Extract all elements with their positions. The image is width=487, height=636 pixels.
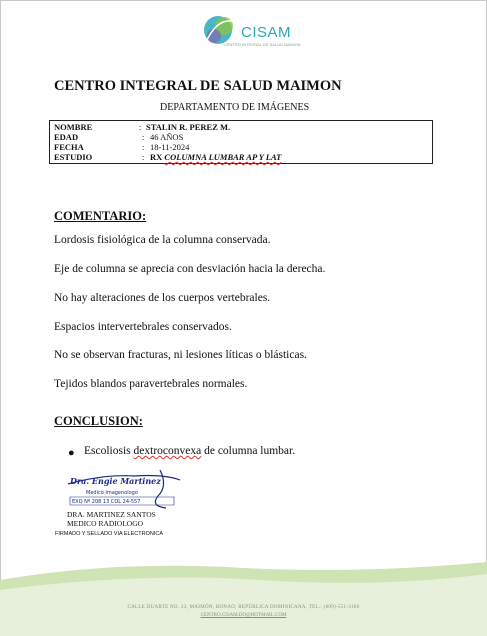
field-sep: : <box>142 142 145 152</box>
signer-role: MEDICO RADIOLOGO <box>67 519 144 528</box>
logo-tagline: CENTRO INTEGRAL DE SALUD MAIMON <box>224 42 301 47</box>
comentario-heading: COMENTARIO: <box>54 209 147 223</box>
comment-line: Espacios intervertebrales conservados. <box>54 321 232 333</box>
field-value-nombre: STALIN R. PEREZ M. <box>146 122 231 132</box>
field-sep: : <box>142 132 145 142</box>
conclusion-item <box>84 445 295 457</box>
comment-line: Lordosis fisiológica de la columna conservada. <box>54 234 271 246</box>
footer-wave <box>0 560 487 636</box>
signature-stamp <box>64 466 184 512</box>
stamp-title: Medico Imagenologo <box>86 490 138 496</box>
stamp-name: Dra. Engie Martinez <box>70 476 161 486</box>
field-label: EDAD <box>54 132 79 142</box>
comment-line: No se observan fracturas, ni lesiones líticas o blásticas. <box>54 349 307 361</box>
comment-line: No hay alteraciones de los cuerpos vertebrales. <box>54 292 271 304</box>
signer-name: DRA. MARTINEZ SANTOS <box>67 510 156 519</box>
study-prefix: RX <box>150 152 163 162</box>
signature-note: FIRMADO Y SELLADO VIA ELECTRONICA <box>55 531 163 537</box>
conclusion-text-after: de columna lumbar. <box>201 445 296 457</box>
conclusion-flagged-word: dextroconvexa <box>133 445 202 457</box>
field-label: FECHA <box>54 142 84 152</box>
study-name: COLUMNA LUMBAR AP Y LAT <box>164 152 282 162</box>
conclusion-heading: CONCLUSION: <box>54 414 143 428</box>
department-title: DEPARTAMENTO DE IMÁGENES <box>160 102 310 113</box>
stamp-license: EXQ Nº 208 13 COL 24-557 <box>72 499 141 505</box>
field-value-estudio <box>150 152 281 163</box>
conclusion-text-before: Escoliosis <box>84 445 134 457</box>
field-value-edad: 46 AÑOS <box>150 132 184 142</box>
footer-email[interactable]: CENTRO.CISAM.DO@HOTMAIL.COM <box>200 613 287 618</box>
field-sep: : <box>139 122 142 132</box>
patient-info-box <box>49 120 433 164</box>
comment-line: Tejidos blandos paravertebrales normales. <box>54 378 248 390</box>
logo-name: CISAM <box>241 24 292 41</box>
bullet-icon: ● <box>68 447 75 459</box>
footer-address: CALLE DUARTE NO. 33, MAIMÓN, BONAO, REPÚBLICA DOMINICANA, TEL.: (809)-551-3186 <box>127 605 360 610</box>
field-label: ESTUDIO <box>54 152 93 162</box>
field-sep: : <box>142 152 145 162</box>
comment-line: Eje de columna se aprecia con desviación hacia la derecha. <box>54 263 326 275</box>
field-label: NOMBRE <box>54 122 93 132</box>
center-title: CENTRO INTEGRAL DE SALUD MAIMON <box>54 78 342 94</box>
field-value-fecha: 18-11-2024 <box>150 142 190 152</box>
